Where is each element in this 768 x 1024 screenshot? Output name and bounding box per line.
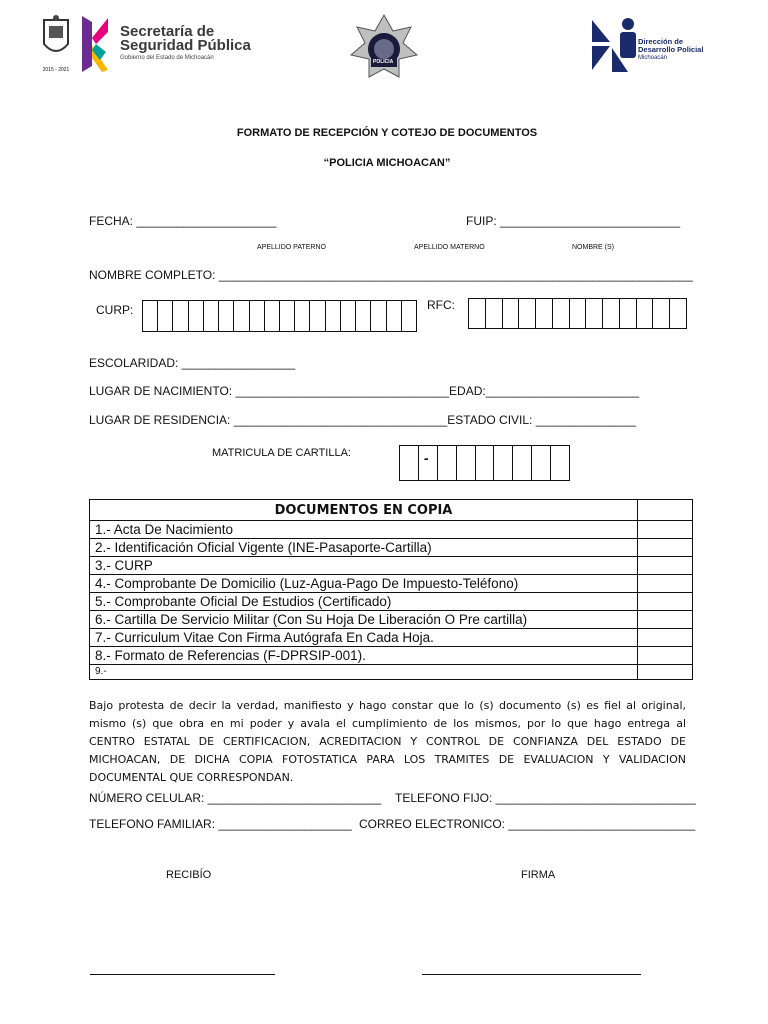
table-row: [90, 611, 693, 629]
document-item: 7.- Curriculum Vitae Con Firma Autógrafa En Cada Hoja.: [90, 629, 638, 647]
ssp-title-line2: Seguridad Pública: [120, 37, 251, 54]
table-row: [90, 593, 693, 611]
document-check[interactable]: [638, 557, 693, 575]
curp-boxes[interactable]: [142, 300, 417, 332]
document-check[interactable]: [638, 575, 693, 593]
firma-label: FIRMA: [521, 869, 556, 881]
document-item: 2.- Identificación Oficial Vigente (INE-Pasaporte-Cartilla): [90, 539, 638, 557]
table-row: [90, 539, 693, 557]
document-item: 8.- Formato de Referencias (F-DPRSIP-001).: [90, 647, 638, 665]
document-check[interactable]: [638, 521, 693, 539]
matricula-dash: -: [423, 450, 429, 466]
document-item: 6.- Cartilla De Servicio Militar (Con Su Hoja De Liberación O Pre cartilla): [90, 611, 638, 629]
rfc-label: RFC:: [427, 298, 455, 312]
apellido-materno-label: APELLIDO MATERNO: [414, 244, 485, 251]
crest-years: 2015 - 2021: [42, 67, 70, 73]
nombre-completo-field[interactable]: NOMBRE COMPLETO: _______________________________________________________________________: [89, 268, 693, 282]
document-item: 4.- Comprobante De Domicilio (Luz-Agua-Pago De Impuesto-Teléfono): [90, 575, 638, 593]
document-check[interactable]: [638, 611, 693, 629]
document-item: 3.- CURP: [90, 557, 638, 575]
ssp-wordmark: [120, 25, 251, 61]
documents-header: DOCUMENTOS EN COPIA: [90, 500, 638, 521]
document-check[interactable]: [638, 629, 693, 647]
declaration-text: Bajo protesta de decir la verdad, manifiesto y hago constar que lo (s) documento (s) es fiel al original, mismo (s) que obra en mi poder y avala el cumplimiento de los mismos, por lo que hago entrega al CENTRO ESTATAL DE CERTIFICACION, ACREDITACION Y CONTROL DE CONFIANZA DEL ESTADO DE MICHOACAN, DE DICHA COPIA FOTOSTATICA PARA LOS TRAMITES DE EVALUACION Y VALIDACION DOCUMENTAL QUE CORRESPONDAN.: [89, 699, 686, 784]
documents-header-check: [638, 500, 693, 521]
telefono-fijo-field[interactable]: TELEFONO FIJO: ______________________________: [395, 791, 696, 805]
celular-field[interactable]: NÚMERO CELULAR: __________________________: [89, 791, 382, 805]
documents-table: [89, 499, 693, 680]
table-row: [90, 521, 693, 539]
ddp-line3: Michoacán: [638, 55, 668, 61]
ddp-logo-mark: [588, 12, 644, 76]
apellido-paterno-label: APELLIDO PATERNO: [257, 244, 326, 251]
ddp-line2: Desarrollo Policial: [638, 45, 704, 54]
document-check[interactable]: [638, 665, 693, 680]
matricula-boxes[interactable]: [399, 445, 570, 481]
recibio-label: RECIBÍO: [166, 869, 212, 881]
form-subtitle: “POLICIA MICHOACAN”: [323, 157, 451, 169]
ddp-line1: Dirección de: [638, 37, 684, 46]
table-row: [90, 557, 693, 575]
rfc-boxes[interactable]: [468, 298, 687, 329]
document-check[interactable]: [638, 539, 693, 557]
document-item: 5.- Comprobante Oficial De Estudios (Certificado): [90, 593, 638, 611]
escolaridad-field[interactable]: ESCOLARIDAD: _________________: [89, 356, 296, 370]
curp-label: CURP:: [96, 303, 134, 317]
state-crest-logo: [40, 14, 72, 73]
ssp-subtitle: Gobierno del Estado de Michoacán: [120, 55, 214, 61]
police-badge-logo: [349, 13, 419, 87]
document-check[interactable]: [638, 593, 693, 611]
fuip-field[interactable]: FUIP: ___________________________: [466, 214, 681, 228]
badge-text: POLICIA: [373, 59, 394, 65]
lugar-residencia-field[interactable]: LUGAR DE RESIDENCIA: ________________________________ESTADO CIVIL: _______________: [89, 413, 636, 427]
matricula-label: MATRICULA DE CARTILLA:: [212, 447, 351, 459]
nombres-label: NOMBRE (S): [572, 244, 614, 251]
document-item: 1.- Acta De Nacimiento: [90, 521, 638, 539]
correo-field[interactable]: CORREO ELECTRONICO: ____________________________: [359, 817, 696, 831]
fecha-field[interactable]: FECHA: _____________________: [89, 214, 277, 228]
document-check[interactable]: [638, 647, 693, 665]
lugar-nacimiento-field[interactable]: LUGAR DE NACIMIENTO: ________________________________EDAD:_______________________: [89, 384, 640, 398]
table-row: [90, 629, 693, 647]
firma-signature-line[interactable]: [422, 974, 641, 975]
table-row: [90, 665, 693, 680]
table-row: [90, 575, 693, 593]
recibio-signature-line[interactable]: [90, 974, 275, 975]
table-row: [90, 647, 693, 665]
ssp-title-line1: Secretaría de: [120, 23, 215, 40]
document-item: 9.-: [90, 665, 638, 680]
ddp-wordmark: [638, 38, 703, 62]
telefono-familiar-field[interactable]: TELEFONO FAMILIAR: ____________________: [89, 817, 352, 831]
form-title: FORMATO DE RECEPCIÓN Y COTEJO DE DOCUMENTOS: [236, 127, 538, 139]
ssp-k-logo: [80, 14, 110, 74]
